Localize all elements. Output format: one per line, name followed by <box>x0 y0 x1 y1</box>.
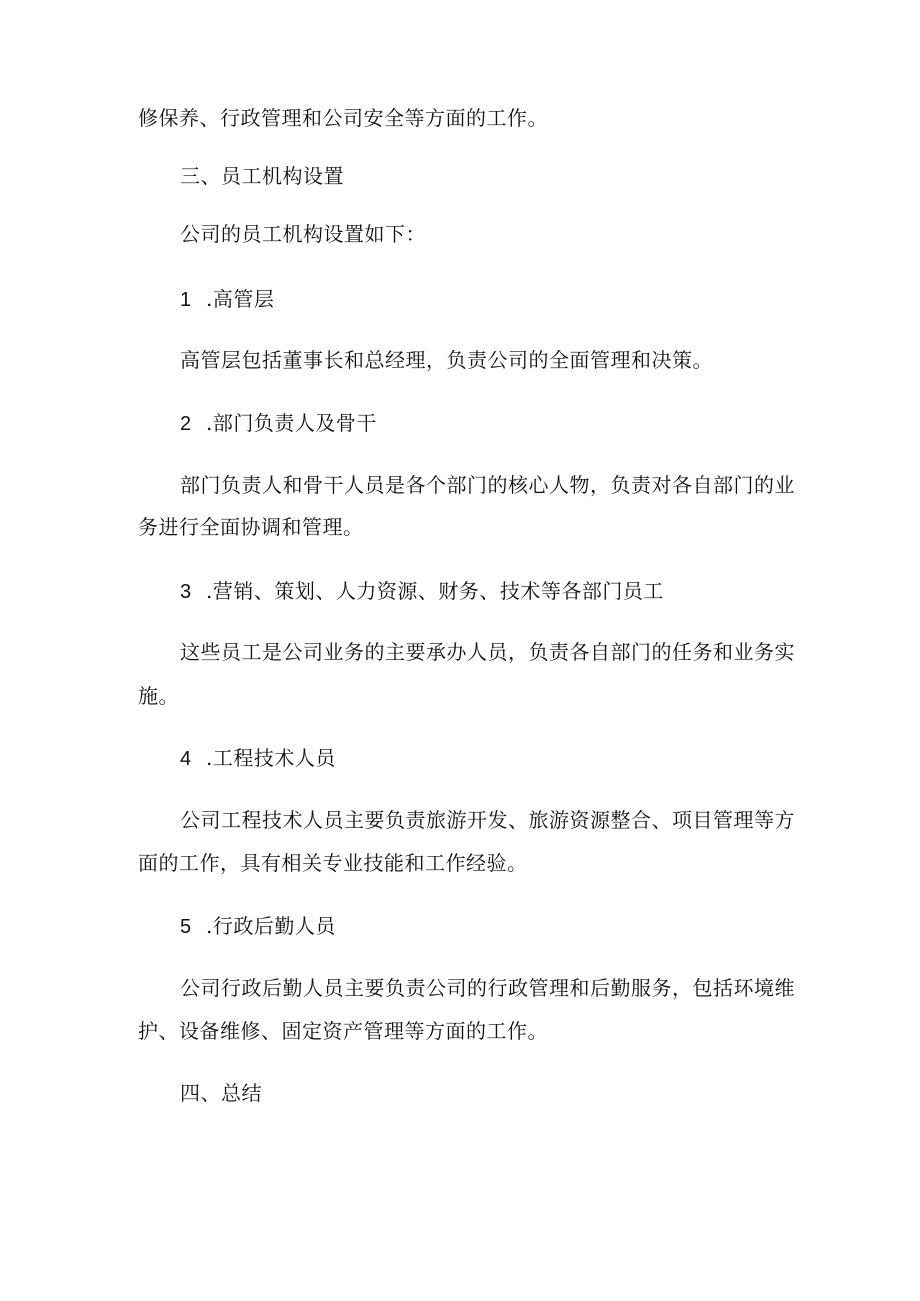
list-item-heading-5 <box>180 914 336 939</box>
paragraph-continuation: 修保养、行政管理和公司安全等方面的工作。 <box>138 106 548 130</box>
list-item-heading-2 <box>180 411 377 436</box>
list-item-heading-4 <box>180 746 336 771</box>
section-heading-4: 四、总结 <box>180 1081 262 1105</box>
list-item-body-5-line-2: 护、设备维修、固定资产管理等方面的工作。 <box>138 1019 548 1043</box>
list-item-title: .营销、策划、人力资源、财务、技术等各部门员工 <box>206 579 664 603</box>
list-item-heading-1 <box>180 287 274 312</box>
list-item-title: .行政后勤人员 <box>206 914 336 938</box>
list-item-title: .部门负责人及骨干 <box>206 411 377 435</box>
list-item-body-2-line-1: 部门负责人和骨干人员是各个部门的核心人物，负责对各自部门的业 <box>180 473 795 497</box>
list-item-body-3-line-1: 这些员工是公司业务的主要承办人员，负责各自部门的任务和业务实 <box>180 640 795 664</box>
intro-paragraph: 公司的员工机构设置如下： <box>180 222 426 246</box>
list-item-body-3-line-2: 施。 <box>138 684 179 708</box>
list-item-body-4-line-1: 公司工程技术人员主要负责旅游开发、旅游资源整合、项目管理等方 <box>180 808 795 832</box>
list-item-body-4-line-2: 面的工作，具有相关专业技能和工作经验。 <box>138 851 528 875</box>
list-item-number: 4 <box>180 748 192 770</box>
list-item-number: 1 <box>180 289 192 311</box>
list-item-number: 3 <box>180 581 192 603</box>
list-item-body-1: 高管层包括董事长和总经理，负责公司的全面管理和决策。 <box>180 348 713 372</box>
list-item-body-2-line-2: 务进行全面协调和管理。 <box>138 515 364 539</box>
list-item-title: .工程技术人员 <box>206 746 336 770</box>
list-item-number: 2 <box>180 413 192 435</box>
list-item-body-5-line-1: 公司行政后勤人员主要负责公司的行政管理和后勤服务，包括环境维 <box>180 976 795 1000</box>
list-item-title: .高管层 <box>206 287 275 311</box>
section-heading-3: 三、员工机构设置 <box>180 164 344 188</box>
list-item-number: 5 <box>180 916 192 938</box>
list-item-heading-3 <box>180 579 664 604</box>
